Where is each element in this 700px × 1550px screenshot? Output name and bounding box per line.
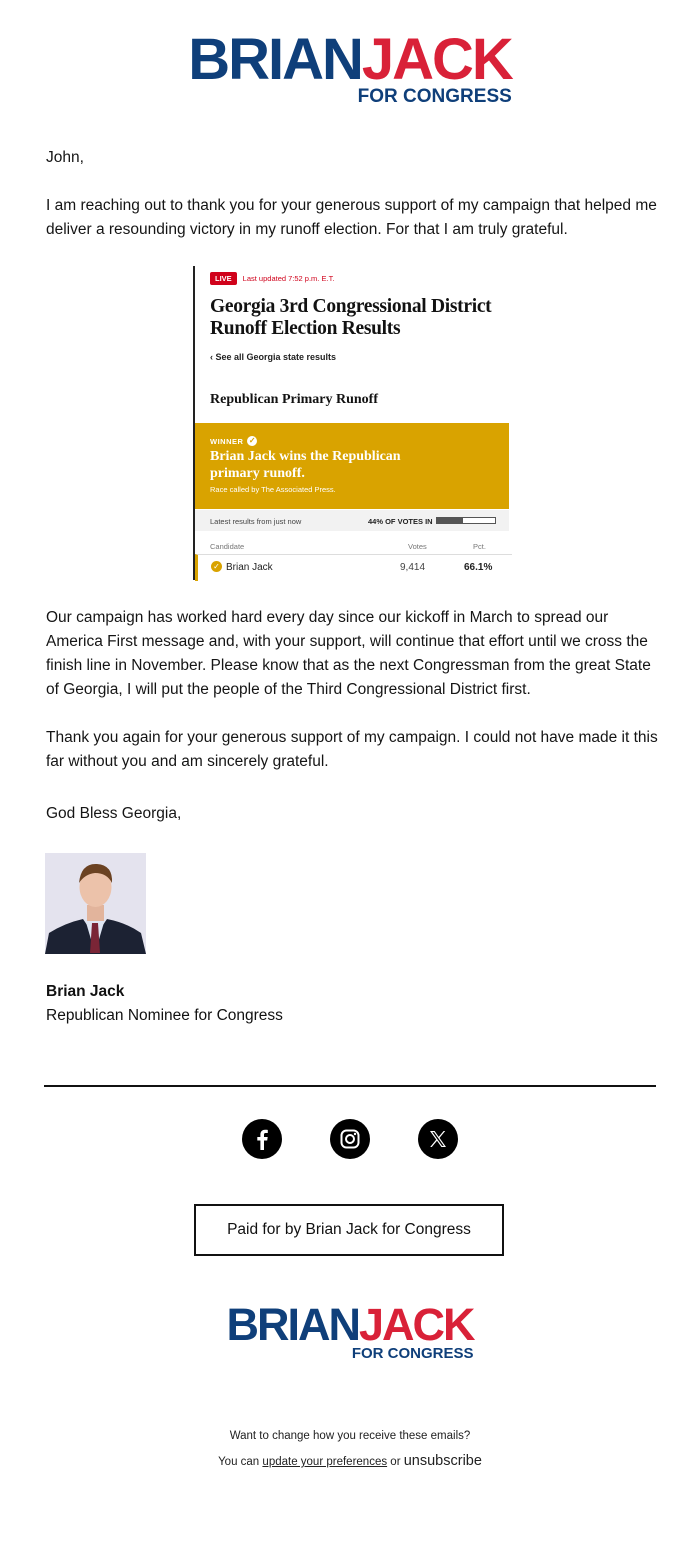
footer-or: or [390, 1456, 401, 1468]
race-called-by: Race called by The Associated Press. [210, 485, 336, 494]
check-icon: ✓ [248, 436, 257, 445]
closing: God Bless Georgia, [46, 805, 182, 822]
paid-for-disclaimer: Paid for by Brian Jack for Congress [194, 1204, 504, 1256]
candidate-headshot [45, 853, 146, 954]
logo-subtitle: FOR CONGRESS [357, 86, 512, 107]
logo-last-name: JACK [361, 27, 512, 92]
votes-progress-fill [437, 518, 463, 523]
results-headline: Georgia 3rd Congressional District Runoff Election Results [210, 296, 492, 339]
table-row [195, 554, 512, 581]
candidate-pct: 66.1% [464, 562, 493, 573]
live-badge: LIVE [210, 272, 237, 285]
col-candidate: Candidate [210, 542, 245, 551]
election-results-image [193, 266, 509, 580]
campaign-logo [0, 27, 700, 107]
paragraph-thanks: I am reaching out to thank you for your generous support of my campaign that helped me deliver a resounding victory in my runoff election. For that I am truly grateful. [46, 197, 657, 238]
logo-last-name: JACK [358, 1299, 474, 1350]
winner-box [195, 423, 509, 509]
candidate-votes: 9,414 [400, 562, 426, 573]
signature-title: Republican Nominee for Congress [46, 1007, 283, 1024]
unsubscribe-link[interactable]: unsubscribe [403, 1453, 482, 1469]
signature-name: Brian Jack [46, 983, 125, 1000]
col-pct: Pct. [473, 542, 486, 551]
footer-links [0, 1453, 700, 1469]
see-all-results-link: ‹ See all Georgia state results [210, 352, 337, 362]
campaign-logo-footer [0, 1299, 700, 1363]
votes-in: 44% OF VOTES IN [368, 517, 433, 526]
winner-check-icon: ✓ [211, 561, 222, 572]
greeting: John, [46, 149, 84, 166]
logo-subtitle: FOR CONGRESS [351, 1345, 474, 1362]
update-preferences-link[interactable]: update your preferences [262, 1456, 388, 1468]
live-row [210, 272, 334, 285]
facebook-icon[interactable] [242, 1119, 282, 1159]
divider [44, 1085, 656, 1087]
x-icon[interactable] [418, 1119, 458, 1159]
footer-prompt: Want to change how you receive these emails? [229, 1430, 471, 1442]
votes-progress-bar [436, 517, 496, 524]
latest-results: Latest results from just now [210, 517, 302, 526]
logo-first-name: BRIAN [188, 27, 362, 92]
winner-label [210, 436, 257, 446]
logo-first-name: BRIAN [226, 1299, 359, 1350]
paragraph-campaign: Our campaign has worked hard every day since our kickoff in March to spread our America First message and, with your support, will continue that effort until we cross the finish line in November. Please know that as the next Congressman from the great State of Georgia, I will put the people of the Third Congressional District first. [46, 609, 651, 698]
instagram-icon[interactable] [330, 1119, 370, 1159]
paragraph-gratitude: Thank you again for your generous support of my campaign. I could not have made it this far without you and am sincerely grateful. [46, 729, 658, 770]
winner-label-text: WINNER [210, 436, 244, 446]
col-votes: Votes [408, 542, 427, 551]
candidate-name: Brian Jack [226, 562, 273, 573]
winner-text: Brian Jack wins the Republican primary runoff. [210, 449, 401, 481]
last-updated: Last updated 7:52 p.m. E.T. [242, 274, 335, 283]
race-title: Republican Primary Runoff [210, 392, 378, 407]
results-status-bar [195, 510, 509, 531]
footer-you-can: You can [218, 1456, 260, 1468]
